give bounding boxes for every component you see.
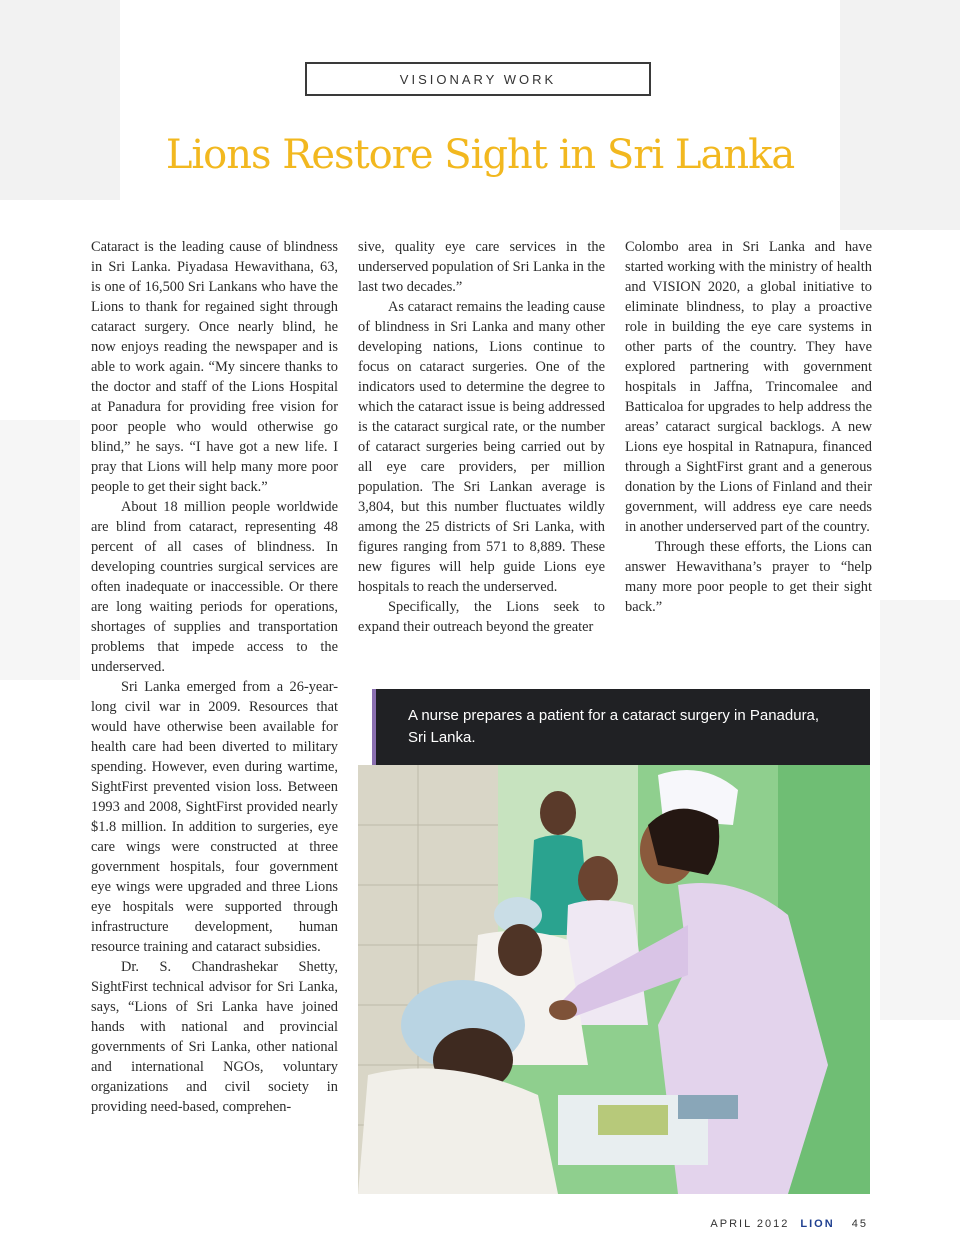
paragraph: sive, quality eye care services in the underserved population of Sri Lanka in the last two decades.” [358, 239, 605, 295]
paragraph: Colombo area in Sri Lanka and have started working with the ministry of health and VISION 2020, a global initiative to eliminate blindness, to play a proactive role in building the eye care systems in other parts of the country. They have explored partnering with government hospitals in Jaffna, Trincomalee and Batticaloa for upgrades to help address the areas’ cataract surgical backlogs. A new Lions eye hospital in Ratnapura, financed through a SightFirst grant and a generous donation by the Lions of Finland and their government, will address eye care needs in another underserved part of the country. [625, 239, 872, 535]
caption-bar [376, 689, 870, 765]
nurse-patient-photo [358, 765, 870, 1194]
background-tile [880, 600, 960, 1020]
paragraph: Dr. S. Chandrashekar Shetty, SightFirst technical advisor for Sri Lanka, says, “Lions of Sri Lanka have joined hands with national and provincial governments of Sri Lanka, other national and international NGOs, voluntary organizations and civil society in providing need-based, comprehen- [91, 959, 338, 1115]
page-number: 45 [851, 1218, 868, 1230]
paragraph: Sri Lanka emerged from a 26-year-long civil war in 2009. Resources that would have otherwise been available for health care had been diverted to military spending. However, even during wartime, SightFirst prevented vision loss. Between 1993 and 2008, SightFirst provided nearly $1.8 million. In addition to surgeries, eye care wings were constructed at three government hospitals, four government eye wings were upgraded and three Lions eye hospitals were supported through infrastructure development, human resource training and cataract subsidies. [91, 679, 338, 955]
article-headline: Lions Restore Sight in Sri Lanka [165, 132, 795, 178]
paragraph: Cataract is the leading cause of blindness in Sri Lanka. Piyadasa Hewavithana, 63, is one of 16,500 Sri Lankans who have the Lions to thank for regained sight through cataract surgery. Once nearly blind, he now enjoys reading the newspaper and is able to work again. “My sincere thanks to the doctor and staff of the Lions Hospital at Panadura for providing free vision for poor people who would otherwise go blind,” he says. “I have got a new life. I pray that Lions will help many more poor people to get their sight back.” [91, 239, 338, 495]
article-column-1 [91, 237, 338, 1117]
page-footer [710, 1218, 868, 1230]
photo-block [358, 689, 870, 1194]
paragraph: As cataract remains the leading cause of blindness in Sri Lanka and many other developing nations, Lions continue to focus on cataract surgeries. One of the indicators used to determine the degree to which the cataract issue is being addressed is the cataract surgical rate, or the number of cataract surgeries being carried out by all eye care providers, per million population. The Sri Lankan average is 3,804, but this number fluctuates wildly among the 25 districts of Sri Lanka, with figures ranging from 571 to 8,889. These new figures will help guide Lions eye hospitals to reach the underserved. [358, 299, 605, 595]
article-column-2 [358, 237, 605, 637]
photo-caption: A nurse prepares a patient for a cataract surgery in Panadura, Sri Lanka. [408, 707, 820, 746]
issue-date: APRIL 2012 [710, 1218, 790, 1230]
magazine-name: LION [800, 1218, 835, 1230]
background-tile [840, 0, 960, 230]
paragraph: Specifically, the Lions seek to expand their outreach beyond the greater [358, 599, 605, 635]
article-column-3 [625, 237, 872, 617]
photo-illustration [358, 765, 870, 1194]
section-label: VISIONARY WORK [305, 62, 651, 96]
background-tile [0, 420, 80, 680]
paragraph: About 18 million people worldwide are blind from cataract, representing 48 percent of all cases of blindness. In developing countries surgical services are often inadequate or inaccessible. Or there are long waiting periods for operations, shortages of supplies and transportation problems that impede access to the underserved. [91, 499, 338, 675]
paragraph: Through these efforts, the Lions can answer Hewavithana’s prayer to “help many more poor people to get their sight back.” [625, 539, 872, 615]
